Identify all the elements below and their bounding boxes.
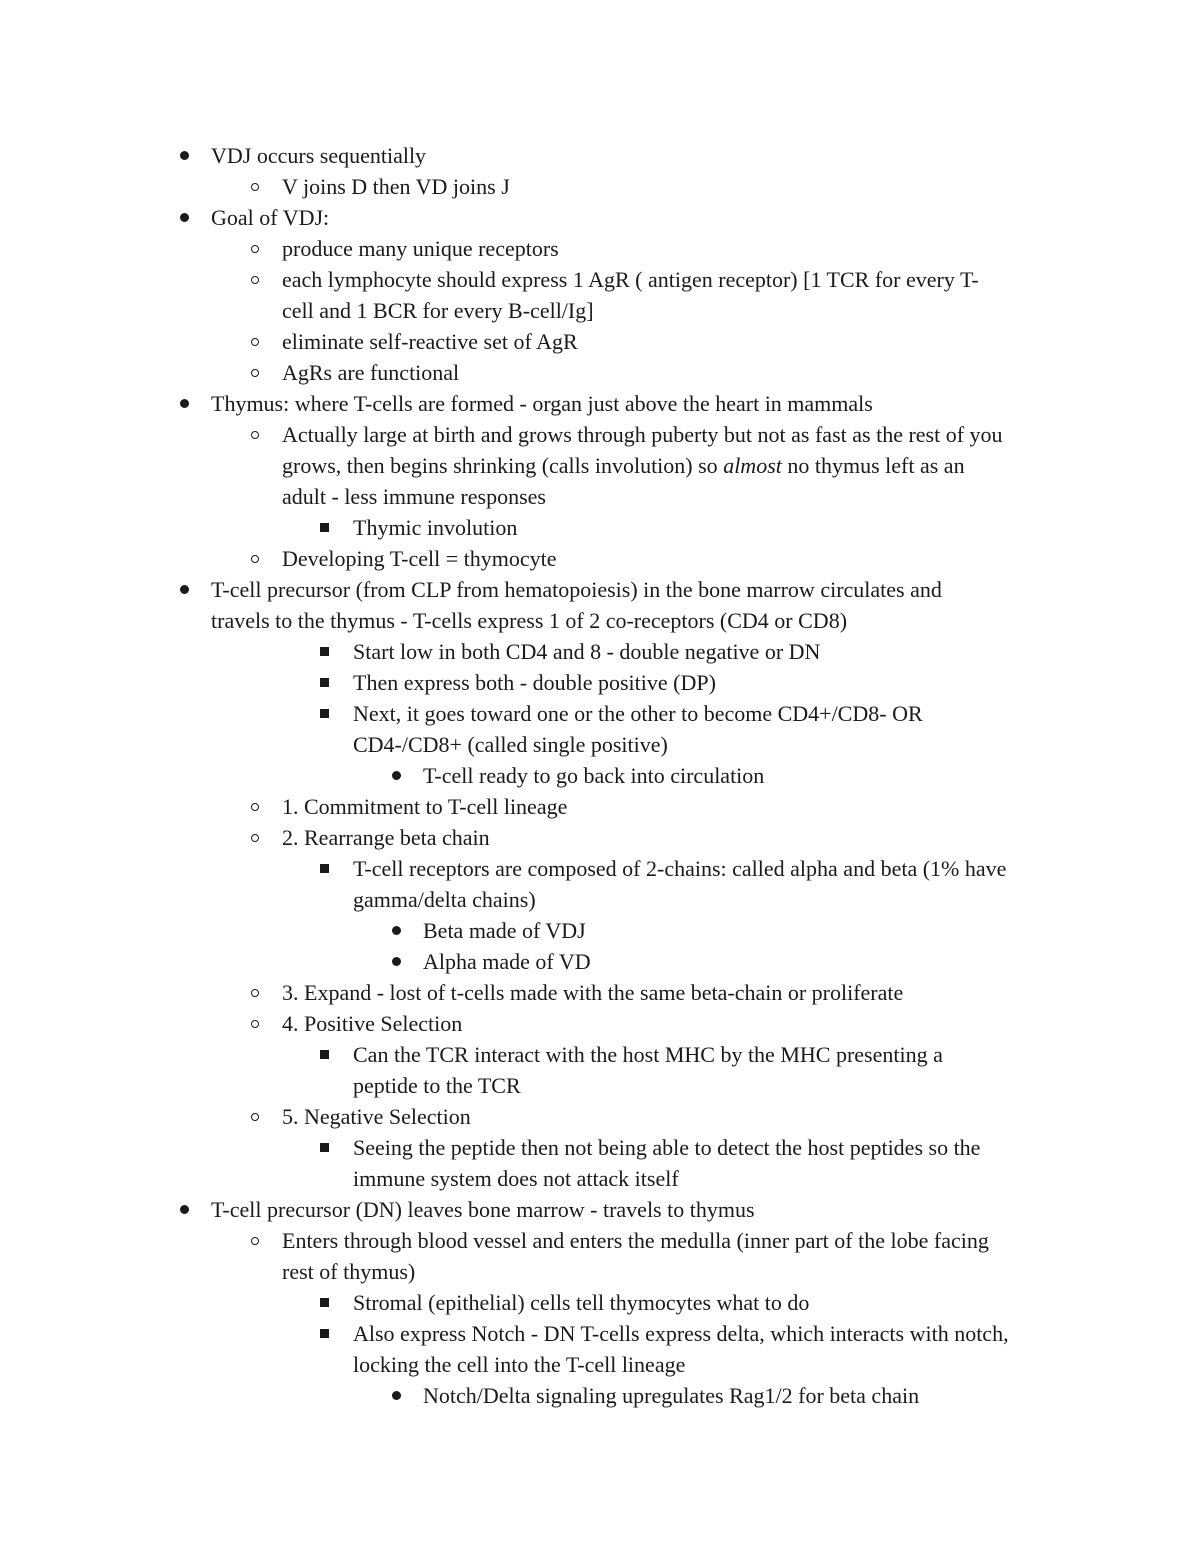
line-text: Alpha made of VD: [423, 949, 591, 974]
bullet-circle-icon: [251, 555, 259, 563]
text-segment: grows, then begins shrinking (calls involution) so: [282, 453, 724, 478]
outline-line: [0, 1287, 1200, 1318]
line-text: Developing T-cell = thymocyte: [282, 546, 557, 571]
line-text: each lymphocyte should express 1 AgR ( antigen receptor) [1 TCR for every T-: [282, 267, 979, 292]
bullet-disc-icon: [180, 399, 189, 408]
bullet-circle-icon: [251, 245, 259, 253]
outline-line: [0, 1070, 1200, 1101]
bullet-circle-icon: [251, 276, 259, 284]
bullet-disc-icon: [392, 1391, 401, 1400]
bullet-disc-icon: [392, 926, 401, 935]
line-text: immune system does not attack itself: [353, 1166, 679, 1191]
outline-line: [0, 295, 1200, 326]
outline-line: [0, 140, 1200, 171]
bullet-circle-icon: [251, 183, 259, 191]
outline-line: [0, 915, 1200, 946]
line-text: 3. Expand - lost of t-cells made with the same beta-chain or proliferate: [282, 980, 904, 1005]
outline-line: [0, 1349, 1200, 1380]
bullet-square-icon: [320, 864, 329, 873]
line-text: Beta made of VDJ: [423, 918, 586, 943]
outline-line: [0, 698, 1200, 729]
line-text: Start low in both CD4 and 8 - double negative or DN: [353, 639, 821, 664]
bullet-square-icon: [320, 678, 329, 687]
outline-line: [0, 760, 1200, 791]
outline-line: [0, 574, 1200, 605]
line-text: T-cell receptors are composed of 2-chains: called alpha and beta (1% have: [353, 856, 1007, 881]
line-text: AgRs are functional: [282, 360, 460, 385]
line-text: Also express Notch - DN T-cells express delta, which interacts with notch,: [353, 1321, 1009, 1346]
outline-line: [0, 1008, 1200, 1039]
line-text: travels to the thymus - T-cells express 1 of 2 co-receptors (CD4 or CD8): [211, 608, 848, 633]
line-text: Actually large at birth and grows through puberty but not as fast as the rest of you: [282, 422, 1003, 447]
outline-line: [0, 450, 1200, 481]
line-text: T-cell precursor (from CLP from hematopoiesis) in the bone marrow circulates and: [211, 577, 942, 602]
line-text: adult - less immune responses: [282, 484, 546, 509]
document-page: [0, 140, 1200, 1411]
line-text: eliminate self-reactive set of AgR: [282, 329, 578, 354]
outline-line: [0, 233, 1200, 264]
line-text: CD4-/CD8+ (called single positive): [353, 732, 668, 757]
bullet-disc-icon: [180, 213, 189, 222]
outline-line: [0, 1101, 1200, 1132]
bullet-circle-icon: [251, 989, 259, 997]
line-text: 5. Negative Selection: [282, 1104, 471, 1129]
line-text: peptide to the TCR: [353, 1073, 521, 1098]
outline-line: [0, 853, 1200, 884]
outline-line: [0, 636, 1200, 667]
line-text: Thymic involution: [353, 515, 518, 540]
outline-line: [0, 1194, 1200, 1225]
line-text: cell and 1 BCR for every B-cell/Ig]: [282, 298, 594, 323]
outline-line: [0, 419, 1200, 450]
outline-line: [0, 1163, 1200, 1194]
bullet-circle-icon: [251, 1020, 259, 1028]
outline-line: [0, 357, 1200, 388]
bullet-circle-icon: [251, 1113, 259, 1121]
line-text: Stromal (epithelial) cells tell thymocytes what to do: [353, 1290, 810, 1315]
bullet-disc-icon: [180, 151, 189, 160]
line-text: Seeing the peptide then not being able to detect the host peptides so the: [353, 1135, 981, 1160]
line-text: Thymus: where T-cells are formed - organ just above the heart in mammals: [211, 391, 873, 416]
bullet-circle-icon: [251, 338, 259, 346]
outline-line: [0, 1132, 1200, 1163]
outline-line: [0, 822, 1200, 853]
bullet-square-icon: [320, 709, 329, 718]
bullet-circle-icon: [251, 431, 259, 439]
line-text: V joins D then VD joins J: [282, 174, 510, 199]
outline-line: [0, 729, 1200, 760]
line-text: gamma/delta chains): [353, 887, 536, 912]
line-text: 1. Commitment to T-cell lineage: [282, 794, 568, 819]
line-text: T-cell precursor (DN) leaves bone marrow - travels to thymus: [211, 1197, 755, 1222]
bullet-square-icon: [320, 1298, 329, 1307]
bullet-circle-icon: [251, 1237, 259, 1245]
line-text: Can the TCR interact with the host MHC by the MHC presenting a: [353, 1042, 943, 1067]
outline-line: [0, 605, 1200, 636]
outline-line: [0, 1039, 1200, 1070]
line-text: 4. Positive Selection: [282, 1011, 463, 1036]
bullet-disc-icon: [392, 771, 401, 780]
outline-line: [0, 481, 1200, 512]
line-text: Notch/Delta signaling upregulates Rag1/2 for beta chain: [423, 1383, 920, 1408]
bullet-circle-icon: [251, 803, 259, 811]
bullet-circle-icon: [251, 369, 259, 377]
bullet-square-icon: [320, 523, 329, 532]
bullet-square-icon: [320, 647, 329, 656]
bullet-square-icon: [320, 1143, 329, 1152]
line-text: Next, it goes toward one or the other to become CD4+/CD8- OR: [353, 701, 923, 726]
line-text: 2. Rearrange beta chain: [282, 825, 490, 850]
bullet-circle-icon: [251, 834, 259, 842]
outline-line: [0, 1380, 1200, 1411]
outline-line: [0, 202, 1200, 233]
bullet-disc-icon: [180, 1205, 189, 1214]
outline-line: [0, 1225, 1200, 1256]
outline-line: [0, 388, 1200, 419]
outline-line: [0, 946, 1200, 977]
bullet-disc-icon: [180, 585, 189, 594]
outline-line: [0, 326, 1200, 357]
outline-line: [0, 1318, 1200, 1349]
outline-line: [0, 791, 1200, 822]
line-text: Enters through blood vessel and enters the medulla (inner part of the lobe facing: [282, 1228, 989, 1253]
line-text: rest of thymus): [282, 1259, 416, 1284]
outline-line: [0, 264, 1200, 295]
line-text: Then express both - double positive (DP): [353, 670, 716, 695]
bullet-disc-icon: [392, 957, 401, 966]
line-text: locking the cell into the T-cell lineage: [353, 1352, 686, 1377]
outline-line: [0, 667, 1200, 698]
bullet-square-icon: [320, 1050, 329, 1059]
emphasis-text: almost: [723, 453, 782, 478]
outline-line: [0, 884, 1200, 915]
outline-line: [0, 1256, 1200, 1287]
outline-line: [0, 543, 1200, 574]
line-text: produce many unique receptors: [282, 236, 559, 261]
line-text: [282, 450, 965, 481]
line-text: Goal of VDJ:: [211, 205, 330, 230]
outline-line: [0, 977, 1200, 1008]
bullet-square-icon: [320, 1329, 329, 1338]
outline-line: [0, 171, 1200, 202]
line-text: T-cell ready to go back into circulation: [423, 763, 765, 788]
text-segment: no thymus left as an: [781, 453, 965, 478]
line-text: VDJ occurs sequentially: [211, 143, 427, 168]
outline-line: [0, 512, 1200, 543]
